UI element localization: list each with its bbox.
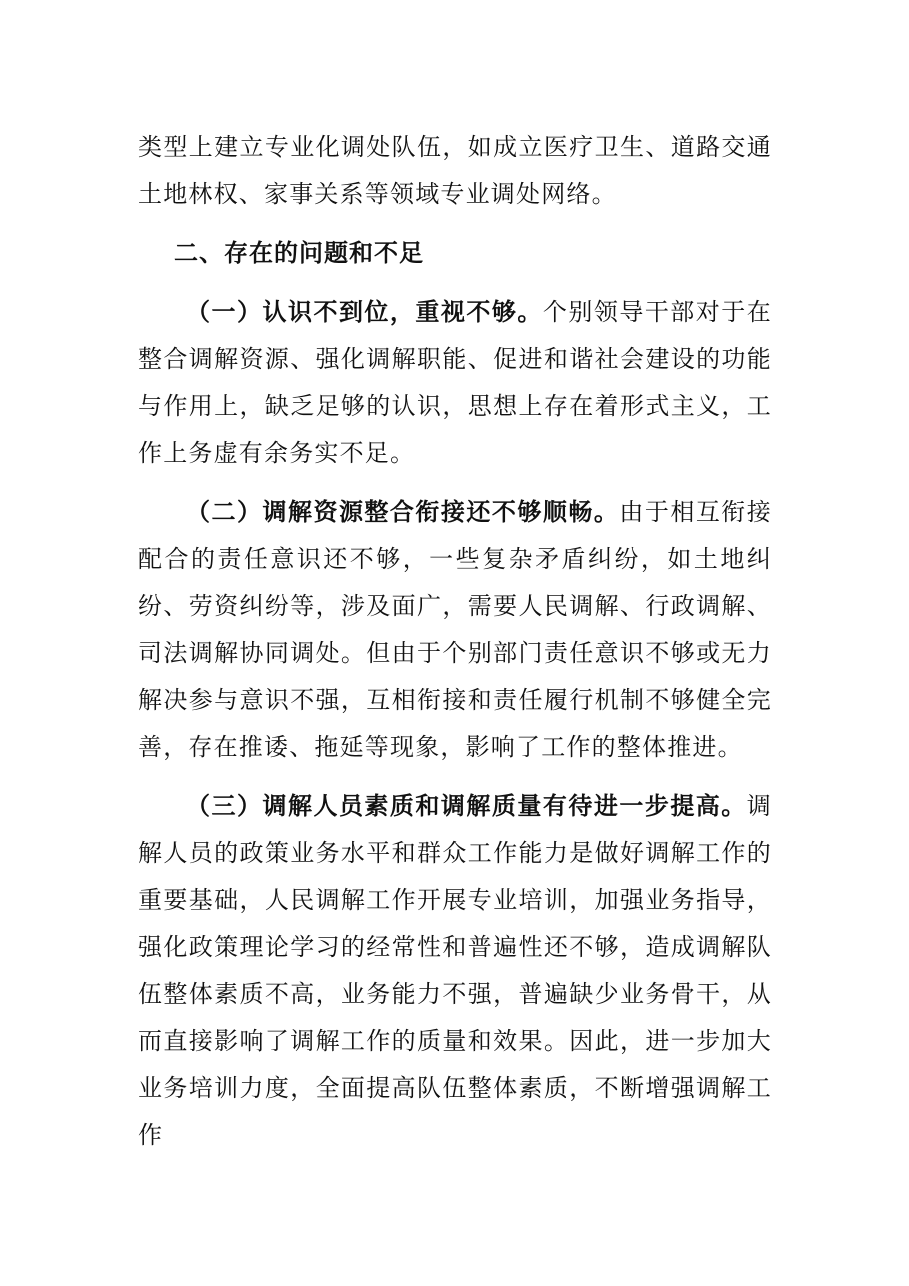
paragraph-gap: [138, 771, 772, 783]
problem-item-2-body: 由于相互衔接配合的责任意识还不够，一些复杂矛盾纠纷，如土地纠纷、劳资纠纷等，涉及面广，需要人民调解、行政调解、司法调解协同调处。但由于个别部门责任意识不够或无力解决参与意识不强，互相衔接和责任履行机制不够健全完善，存在推诿、拖延等现象，影响了工作的整体推进。: [138, 498, 772, 761]
intro-text: 类型上建立专业化调处队伍，如成立医疗卫生、道路交通土地林权、家事关系等领域专业调处网络。: [138, 133, 772, 208]
problem-item-1-lead: （一）认识不到位，重视不够。: [186, 298, 543, 326]
problem-item-3-lead: （三）调解人员素质和调解质量有待进一步提高。: [186, 792, 747, 820]
problem-item-2: [138, 489, 772, 771]
problem-item-1-body: 个别领导干部对于在整合调解资源、强化调解职能、促进和谐社会建设的功能与作用上，缺乏足够的认识，思想上存在着形式主义，工作上务虚有余务实不足。: [138, 298, 772, 467]
intro-paragraph: [138, 124, 772, 218]
document-body: [138, 124, 772, 1159]
problem-item-2-lead: （二）调解资源整合衔接还不够顺畅。: [186, 498, 620, 526]
problem-item-3-body: 调解人员的政策业务水平和群众工作能力是做好调解工作的重要基础，人民调解工作开展专业培训，加强业务指导，强化政策理论学习的经常性和普遍性还不够，造成调解队伍整体素质不高，业务能力不强，普遍缺少业务骨干，从而直接影响了调解工作的质量和效果。因此，进一步加大业务培训力度，全面提高队伍整体素质，不断增强调解工作: [138, 792, 772, 1149]
problem-item-3: [138, 783, 772, 1159]
section-heading: 二、存在的问题和不足: [174, 239, 424, 267]
problem-item-1: [138, 289, 772, 477]
paragraph-gap: [138, 477, 772, 489]
